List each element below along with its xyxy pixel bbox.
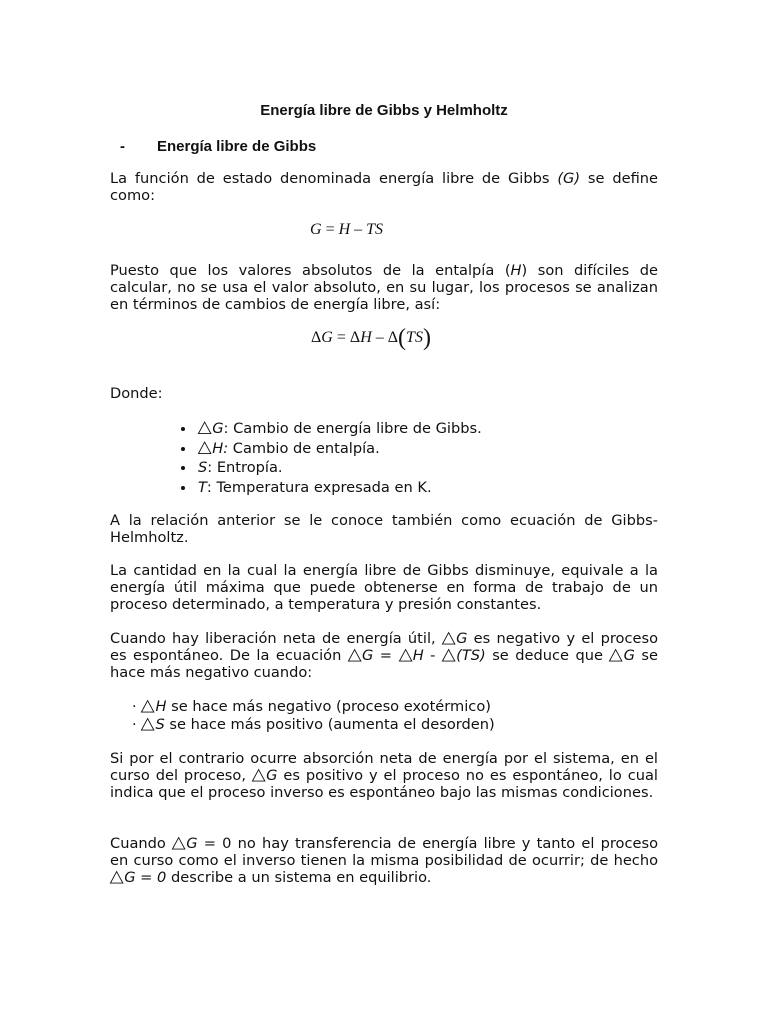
heading-dash: - xyxy=(120,138,125,155)
heading-label: Energía libre de Gibbs xyxy=(157,138,317,155)
section-heading xyxy=(120,138,650,155)
document-page xyxy=(110,0,658,1024)
variables-list xyxy=(168,419,482,497)
paragraph-absorption: Si por el contrario ocurre absorción neta de energía por el sistema, en el curso del proceso, △G es positivo y el proceso no es espontáneo, lo cual indica que el proceso inverso es espontáneo bajo las mismas condiciones. xyxy=(110,750,658,802)
paragraph-gibbs-helmholtz: A la relación anterior se le conoce también como ecuación de Gibbs-Helmholtz. xyxy=(110,512,658,547)
paragraph-spontaneous: Cuando hay liberación neta de energía útil, △G es negativo y el proceso es espontáneo. De la ecuación △G = △H - △(TS) se deduce que △G se hace más negativo cuando: xyxy=(110,627,659,682)
list-item: · △H se hace más negativo (proceso exotérmico) xyxy=(132,695,491,715)
paragraph-useful-energy: La cantidad en la cual la energía libre de Gibbs disminuye, equivale a la energía útil máxima que puede obtenerse en forma de trabajo de un proceso determinado, a temperatura y presión constantes. xyxy=(110,562,658,614)
equation-delta-gibbs: ΔG = ΔH – Δ(TS) xyxy=(311,325,431,351)
paragraph-definition: La función de estado denominada energía libre de Gibbs (G) se define como: xyxy=(110,170,659,205)
paragraph-enthalpy: Puesto que los valores absolutos de la entalpía (H) son difíciles de calcular, no se usa el valor absoluto, en su lugar, los procesos se analizan en términos de cambios de energía libre, así: xyxy=(110,262,658,314)
conditions-list xyxy=(132,695,495,733)
paragraph-equilibrium: Cuando △G = 0 no hay transferencia de energía libre y tanto el proceso en curso como el inverso tienen la misma posibilidad de ocurrir; de hecho △G = 0 describe a un sistema en equilibrio. xyxy=(109,832,658,887)
list-item: • S: Entropía. xyxy=(196,458,482,478)
label-donde: Donde: xyxy=(110,385,163,402)
list-item: • △G: Cambio de energía libre de Gibbs. xyxy=(196,419,482,439)
document-title: Energía libre de Gibbs y Helmholtz xyxy=(260,102,508,119)
list-item: · △S se hace más positivo (aumenta el desorden) xyxy=(132,712,495,733)
list-item: • T: Temperatura expresada en K. xyxy=(196,478,482,498)
list-item: • △H: Cambio de entalpía. xyxy=(196,439,482,459)
equation-gibbs: G = H – TS xyxy=(310,221,384,238)
